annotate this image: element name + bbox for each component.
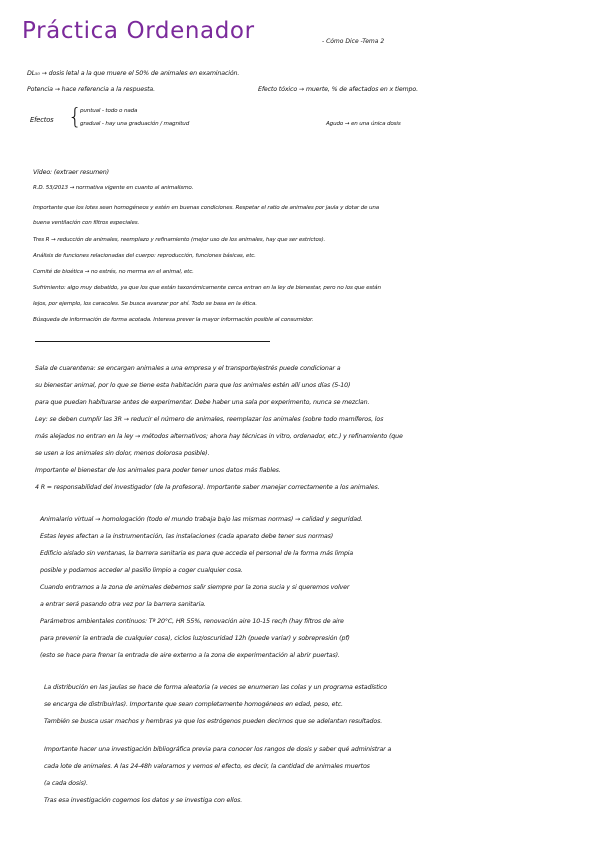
distribucion-line-1: La distribución en las jaulas se hace de forma aleatoria (a veces se enumeran las colas y un programa estadístico <box>44 684 387 691</box>
page-subtitle: - Cómo Dice -Tema 2 <box>322 38 385 45</box>
dl50-line: DL₅₀ → dosis letal a la que muere el 50% de animales en examinación. <box>27 70 240 77</box>
param-line-3: (esto se hace para frenar la entrada de aire externo a la zona de experimentación al abrir puertas). <box>40 652 340 659</box>
sala-line-2: su bienestar animal, por lo que se tiene esta habitación para que los animales estén allí unos días (5-10) <box>35 382 351 389</box>
efectos-puntual: puntual - todo o nada <box>80 108 138 114</box>
efecto-toxico-line: Efecto tóxico → muerte, % de afectados en x tiempo. <box>258 86 418 93</box>
efectos-gradual: gradual - hay una graduación / magnitud <box>80 121 190 127</box>
importante-line-2: buena ventilación con filtros especiales. <box>33 220 140 226</box>
busqueda-line: Búsqueda de información de forma acotada. Interesa prever la mayor información posible al consumidor. <box>33 317 314 323</box>
agudo-line: Agudo → en una única dosis <box>326 121 401 127</box>
param-line-2: para prevenir la entrada de cualquier cosa), ciclos luz/oscuridad 12h (puede variar) y sobrepresión (pf) <box>40 635 350 642</box>
sufrimiento-line-2: lejos, por ejemplo, los caracoles. Se busca avanzar por ahí. Todo se basa en la ética. <box>33 301 257 307</box>
tras-line: Tras esa investigación cogemos los datos y se investiga con ellos. <box>44 797 243 804</box>
sala-line-3: para que puedan habituarse antes de experimentar. Debe haber una sala por experimento, nunca se mezclan. <box>35 399 370 406</box>
distribucion-line-2: se encarga de distribuirlas). Importante que sean completamente homogéneos en edad, peso, etc. <box>44 701 343 708</box>
investigacion-line-2: cada lote de animales. A las 24-48h valoramos y vemos el efecto, es decir, la cantidad de animales muertos <box>44 763 370 770</box>
comite-line: Comité de bioética → no estrés, no merma en el animal, etc. <box>33 269 194 275</box>
page-title: Práctica Ordenador <box>22 18 255 44</box>
param-line-1: Parámetros ambientales continuos: Tª 20°C, HR 55%, renovación aire 10-15 rec/h (hay filtros de aire <box>40 618 344 625</box>
animalario-line-2: Estas leyes afectan a la instrumentación, las instalaciones (cada aparato debe tener sus normas) <box>40 533 334 540</box>
ley-line-1: Ley: se deben cumplir las 3R → reducir el número de animales, reemplazar los animales (sobre todo mamíferos, los <box>35 416 384 423</box>
animalario-line-3: Edificio aislado sin ventanas, la barrera sanitaria es para que acceda el personal de la forma más limpia <box>40 550 354 557</box>
bienestar-line: Importante el bienestar de los animales para poder tener unos datos más fiables. <box>35 467 281 474</box>
potencia-line: Potencia → hace referencia a la respuesta. <box>27 86 155 93</box>
rd-line: R.D. 53/2013 → normativa vigente en cuanto al animalismo. <box>33 185 194 191</box>
ley-line-2: más alejados no entran en la ley → métodos alternativos; ahora hay técnicas in vitro, ordenador, etc.) y refinamiento (que <box>35 433 403 440</box>
section-divider <box>35 341 270 342</box>
sala-line-1: Sala de cuarentena: se encargan animales a una empresa y el transporte/estrés puede condicionar a <box>35 365 341 372</box>
cuando-line-2: a entrar será pasando otra vez por la barrera sanitaria. <box>40 601 206 608</box>
cuatro-r-line: 4 R = responsabilidad del investigador (de la profesora). Importante saber manejar correctamente a los animales. <box>35 484 380 491</box>
sufrimiento-line-1: Sufrimiento: algo muy debatido, ya que los que están taxonómicamente cerca entran en la ley de bienestar, pero no los que están <box>33 285 381 291</box>
tambien-line: También se busca usar machos y hembras ya que los estrógenos pueden decirnos que se adelantan resultados. <box>44 718 383 725</box>
investigacion-line-3: (a cada dosis). <box>44 780 88 787</box>
analisis-line: Análisis de funciones relacionadas del cuerpo: reproducción, funciones básicas, etc. <box>33 253 256 259</box>
ley-line-3: se usen a los animales sin dolor, menos dolorosa posible). <box>35 450 210 457</box>
importante-line-1: Importante que los lotes sean homogéneos y estén en buenas condiciones. Respetar el ratio de animales por jaula y dotar de una <box>33 205 380 211</box>
efectos-label: Efectos <box>30 116 54 124</box>
animalario-line-1: Animalario virtual → homologación (todo el mundo trabaja bajo las mismas normas) → calidad y seguridad. <box>40 516 363 523</box>
video-line: Vídeo: (extraer resumen) <box>33 169 109 176</box>
cuando-line-1: Cuando entramos a la zona de animales debemos salir siempre por la zona sucia y si queremos volver <box>40 584 350 591</box>
tres-r-line: Tres R → reducción de animales, reemplazo y refinamiento (mejor uso de los animales, hay que ser estrictos). <box>33 237 326 243</box>
animalario-line-4: posible y podamos acceder al pasillo limpio a coger cualquier cosa. <box>40 567 243 574</box>
brace-icon: { <box>68 105 82 130</box>
investigacion-line-1: Importante hacer una investigación bibliográfica previa para conocer los rangos de dosis y saber qué administrar a <box>44 746 392 753</box>
